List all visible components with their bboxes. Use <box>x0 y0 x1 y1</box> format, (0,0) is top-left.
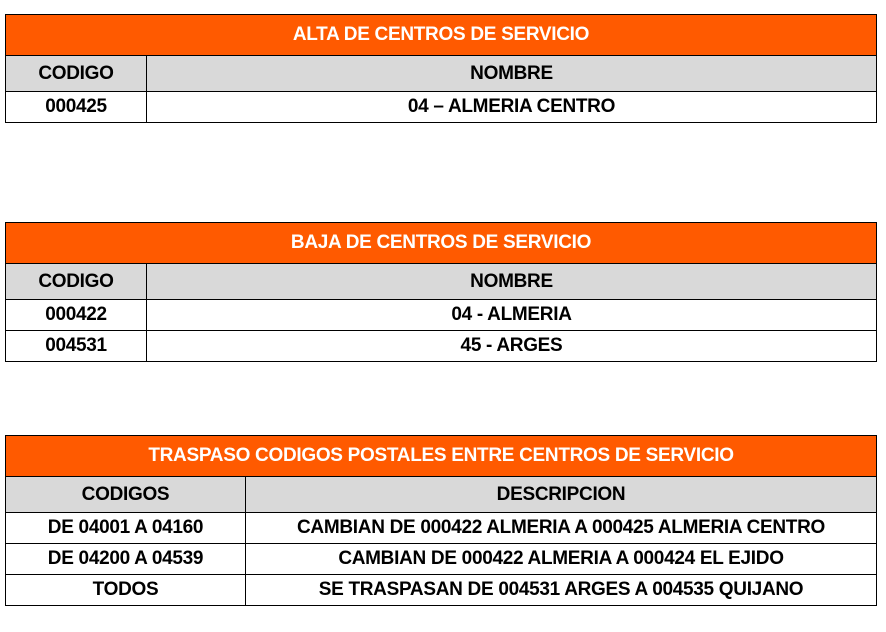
baja-col-nombre: NOMBRE <box>147 264 877 300</box>
baja-title-row <box>6 223 877 264</box>
table-row <box>6 300 877 331</box>
alta-col-nombre: NOMBRE <box>147 56 877 92</box>
table-row <box>6 575 877 606</box>
traspaso-descripcion-cell: CAMBIAN DE 000422 ALMERIA A 000424 EL EJIDO <box>246 544 877 575</box>
traspaso-codigos-cell: TODOS <box>6 575 246 606</box>
alta-title-row <box>6 15 877 56</box>
baja-header-row <box>6 264 877 300</box>
traspaso-descripcion-cell: SE TRASPASAN DE 004531 ARGES A 004535 QUIJANO <box>246 575 877 606</box>
alta-codigo-cell: 000425 <box>6 92 147 123</box>
traspaso-col-codigos: CODIGOS <box>6 477 246 513</box>
alta-header-row <box>6 56 877 92</box>
traspaso-codigos-cell: DE 04001 A 04160 <box>6 513 246 544</box>
alta-table <box>5 14 877 123</box>
traspaso-descripcion-cell: CAMBIAN DE 000422 ALMERIA A 000425 ALMERIA CENTRO <box>246 513 877 544</box>
table-row <box>6 544 877 575</box>
baja-codigo-cell: 004531 <box>6 331 147 362</box>
alta-nombre-cell: 04 – ALMERIA CENTRO <box>147 92 877 123</box>
traspaso-table <box>5 435 877 606</box>
baja-codigo-cell: 000422 <box>6 300 147 331</box>
baja-title: BAJA DE CENTROS DE SERVICIO <box>6 223 877 264</box>
table-row <box>6 92 877 123</box>
table-row <box>6 331 877 362</box>
table-row <box>6 513 877 544</box>
alta-title: ALTA DE CENTROS DE SERVICIO <box>6 15 877 56</box>
traspaso-header-row <box>6 477 877 513</box>
alta-col-codigo: CODIGO <box>6 56 147 92</box>
traspaso-codigos-cell: DE 04200 A 04539 <box>6 544 246 575</box>
baja-table <box>5 222 877 362</box>
baja-nombre-cell: 45 - ARGES <box>147 331 877 362</box>
baja-nombre-cell: 04 - ALMERIA <box>147 300 877 331</box>
traspaso-title: TRASPASO CODIGOS POSTALES ENTRE CENTROS DE SERVICIO <box>6 436 877 477</box>
traspaso-title-row <box>6 436 877 477</box>
baja-col-codigo: CODIGO <box>6 264 147 300</box>
traspaso-col-descripcion: DESCRIPCION <box>246 477 877 513</box>
